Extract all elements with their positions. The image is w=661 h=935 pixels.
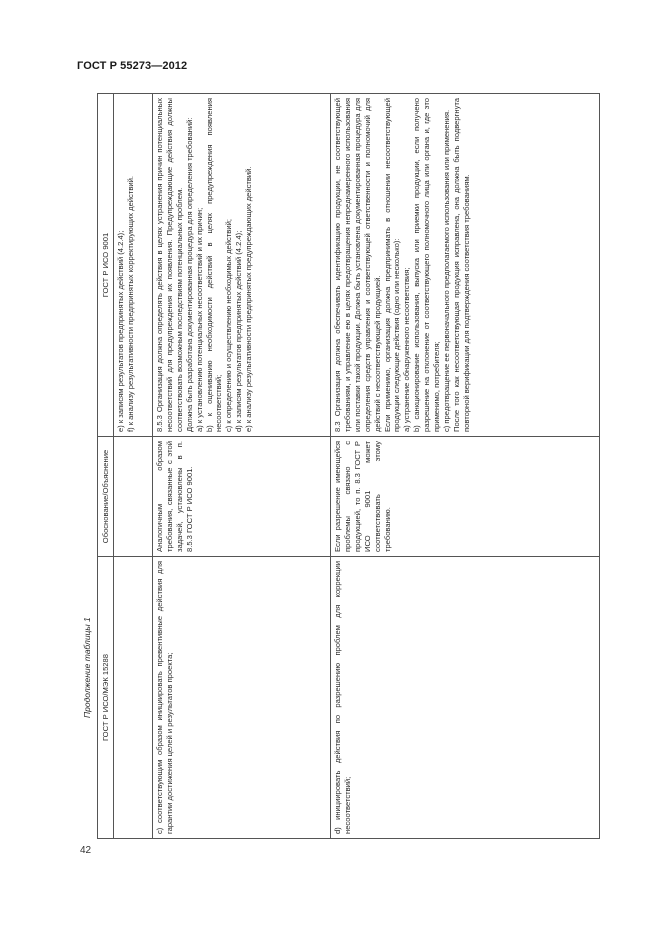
- cell-line: c) соответствующим образом инициировать превентивные действия для гарантии достижения целей и результатов проекта;: [155, 561, 174, 834]
- cell-line: 8.3 Организация должна обеспечивать идентификацию продукции, не соответствующей требованиям, и управление ею в целях предотвращения непреднамеренного использования или поставки такой продукции. Должна быть установлена документированная процедура для определения средств управления и соответствующей ответственности и полномочий для действий с несоответствующей продукцией.: [333, 98, 382, 432]
- comparison-table: [97, 93, 600, 839]
- column-header-iso15288: ГОСТ Р ИСО/МЭК 15288: [98, 557, 114, 839]
- cell-line: f) к анализу результативности предпринятых корректирующих действий.: [125, 176, 135, 432]
- cell-line: Должна быть разработана документированная процедура для определения требований:: [184, 117, 194, 432]
- cell-line: e) к записям результатов предпринятых действий (4.2.4);: [116, 230, 125, 432]
- column-header-iso9001: ГОСТ Р ИСО 9001: [98, 94, 114, 437]
- cell-line: e) к анализу результативности предпринятых предупреждающих действий.: [244, 166, 254, 432]
- cell-line: d) к записям результатов предпринятых действий (4.2.4);: [234, 230, 244, 432]
- page-number: 42: [80, 845, 92, 856]
- cell-iso15288: [153, 557, 331, 839]
- cell-iso9001: [153, 94, 331, 437]
- cell-rationale: [153, 437, 331, 557]
- table-row: [331, 94, 600, 839]
- column-header-rationale: Обоснование/Объяснение: [98, 437, 114, 557]
- table-row: [114, 94, 153, 839]
- standard-header: ГОСТ Р 55273—2012: [77, 60, 188, 72]
- table-caption: Продолжение таблицы 1: [82, 617, 92, 718]
- cell-line: 8.5.3 Организация должна определять действия в целях устранения причин потенциальных несоответствий для предупреждения их появления. Предупреждающие действия должны соответствовать возможным последствиям потенциальных проблем.: [155, 98, 184, 432]
- cell-line: b) санкционирование использования, выпуска или приемки продукции, если получено разрешение на отклонение от соответствующего полномочного лица или органа и, где это применимо, потребителя;: [412, 98, 442, 432]
- cell-line: b) к оцениванию необходимости действий в целях предупреждения появления несоответствий;: [204, 98, 224, 432]
- cell-line: c) к определению и осуществлению необходимых действий;: [224, 219, 234, 432]
- cell-line: a) к установлению потенциальных несоответствий и их причин;: [194, 207, 204, 432]
- table-header-row: [98, 94, 114, 839]
- cell-line: a) устранение обнаруженного несоответствия;: [402, 267, 412, 432]
- table-row: [153, 94, 331, 839]
- cell-iso9001: [331, 94, 600, 437]
- cell-line: Если применимо, организация должна предпринимать в отношении несоответствующей продукции следующие действия (одно или несколько):: [382, 98, 402, 432]
- cell-rationale: [114, 437, 153, 557]
- cell-line: d) инициировать действия по разрешению проблем для коррекции несоответствий;: [333, 561, 352, 834]
- cell-line: После того как несоответствующая продукция исправлена, она должна быть подвергнута повторной верификации для подтверждения соответствия требованиям.: [451, 98, 471, 432]
- cell-line: c) предотвращение ее первоначального предполагаемого использования или применения.: [441, 109, 451, 432]
- cell-iso15288: [114, 557, 153, 839]
- cell-rationale: [331, 437, 600, 557]
- cell-line: Аналогичным образом требования, связанные с этой задачей, установлены в п. 8.5.3 ГОСТ Р ИСО 9001.: [155, 441, 194, 552]
- cell-iso15288: [331, 557, 600, 839]
- cell-line: Если разрешение имеющейся проблемы связано с продукцией, то п. 8.3 ГОСТ Р ИСО 9001 может соответствовать этому требованию.: [333, 441, 392, 552]
- rotated-table-container: [97, 94, 600, 839]
- cell-iso9001: [114, 94, 153, 437]
